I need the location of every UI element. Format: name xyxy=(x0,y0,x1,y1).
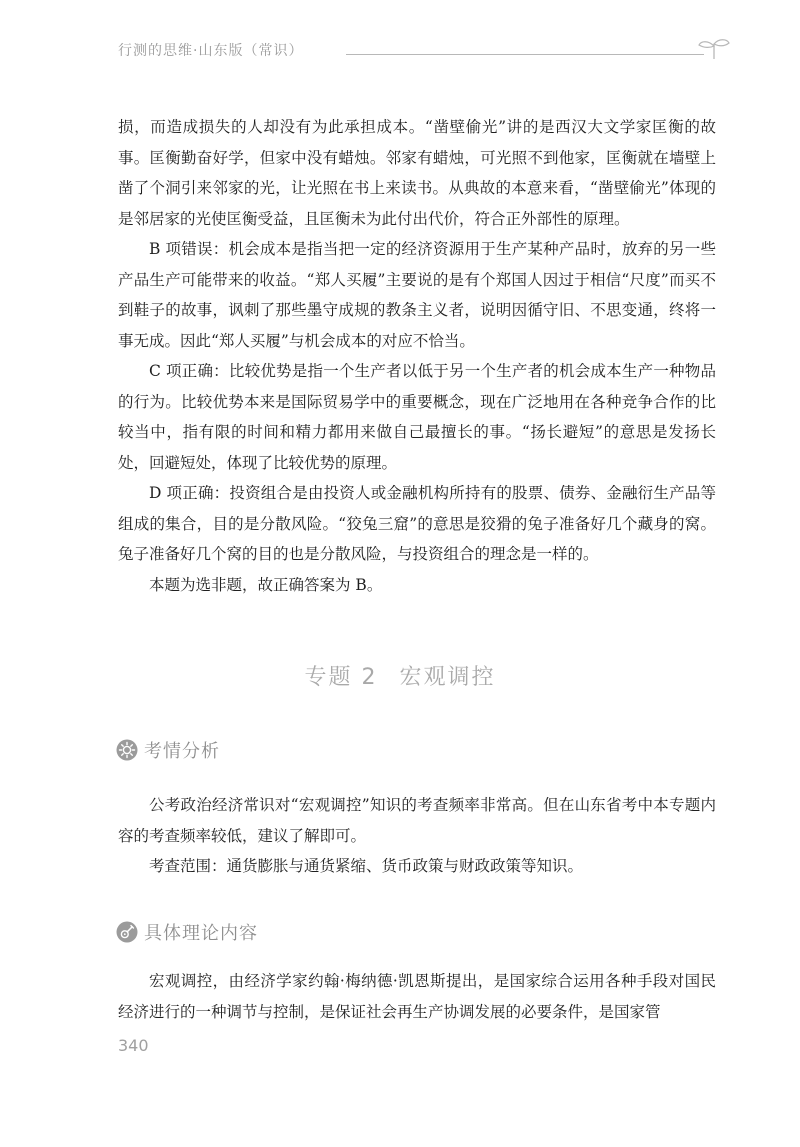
subheading-exam-analysis xyxy=(116,738,220,762)
page-number: 340 xyxy=(118,1036,149,1055)
theory-body xyxy=(118,966,716,1027)
paragraph-macro-control: 宏观调控，由经济学家约翰·梅纳德·凯恩斯提出，是国家综合运用各种手段对国民经济进行的一种调节与控制，是保证社会再生产协调发展的必要条件，是国家管 xyxy=(118,972,716,1021)
section-number: 专题 2 xyxy=(304,665,378,690)
paragraph-frequency: 公考政治经济常识对“宏观调控”知识的考查频率非常高。但在山东省考中本专题内容的考查频率较低，建议了解即可。 xyxy=(118,796,716,845)
answer-explanation xyxy=(118,112,716,600)
header-rule xyxy=(346,54,704,55)
section-name: 宏观调控 xyxy=(399,665,496,690)
subheading-label: 考情分析 xyxy=(144,741,220,762)
guitar-icon xyxy=(116,921,138,943)
paragraph-continued: 损，而造成损失的人却没有为此承担成本。“凿壁偷光”讲的是西汉大文学家匡衡的故事。匡衡勤奋好学，但家中没有蜡烛。邻家有蜡烛，可光照不到他家，匡衡就在墙壁上凿了个洞引来邻家的光，让光照在书上来读书。从典故的本意来看，“凿壁偷光”体现的是邻居家的光使匡衡受益，且匡衡未为此付出代价，符合正外部性的原理。 xyxy=(118,118,716,228)
paragraph-option-b: B 项错误：机会成本是指当把一定的经济资源用于生产某种产品时，放弃的另一些产品生产可能带来的收益。“郑人买履”主要说的是有个郑国人因过于相信“尺度”而买不到鞋子的故事，讽刺了那些墨守成规的教条主义者，说明因循守旧、不思变通，终将一事无成。因此“郑人买履”与机会成本的对应不恰当。 xyxy=(118,240,716,350)
book-title: 行测的思维·山东版（常识） xyxy=(118,43,304,59)
section-title xyxy=(0,660,800,691)
paragraph-answer: 本题为选非题，故正确答案为 B。 xyxy=(149,575,383,594)
sprout-icon xyxy=(696,38,732,60)
sun-icon xyxy=(116,739,138,761)
exam-analysis-body xyxy=(118,790,716,882)
subheading-theory xyxy=(116,920,258,944)
paragraph-scope: 考查范围：通货膨胀与通货紧缩、货币政策与财政政策等知识。 xyxy=(149,857,584,875)
paragraph-option-d: D 项正确：投资组合是由投资人或金融机构所持有的股票、债券、金融衍生产品等组成的集合，目的是分散风险。“狡兔三窟”的意思是狡猾的兔子准备好几个藏身的窝。兔子准备好几个窝的目的也是分散风险，与投资组合的理念是一样的。 xyxy=(118,484,716,563)
subheading-label: 具体理论内容 xyxy=(144,923,258,944)
paragraph-option-c: C 项正确：比较优势是指一个生产者以低于另一个生产者的机会成本生产一种物品的行为。比较优势本来是国际贸易学中的重要概念，现在广泛地用在各种竞争合作的比较当中，指有限的时间和精力都用来做自己最擅长的事。“扬长避短”的意思是发扬长处，回避短处，体现了比较优势的原理。 xyxy=(118,362,716,472)
running-header xyxy=(118,38,718,68)
